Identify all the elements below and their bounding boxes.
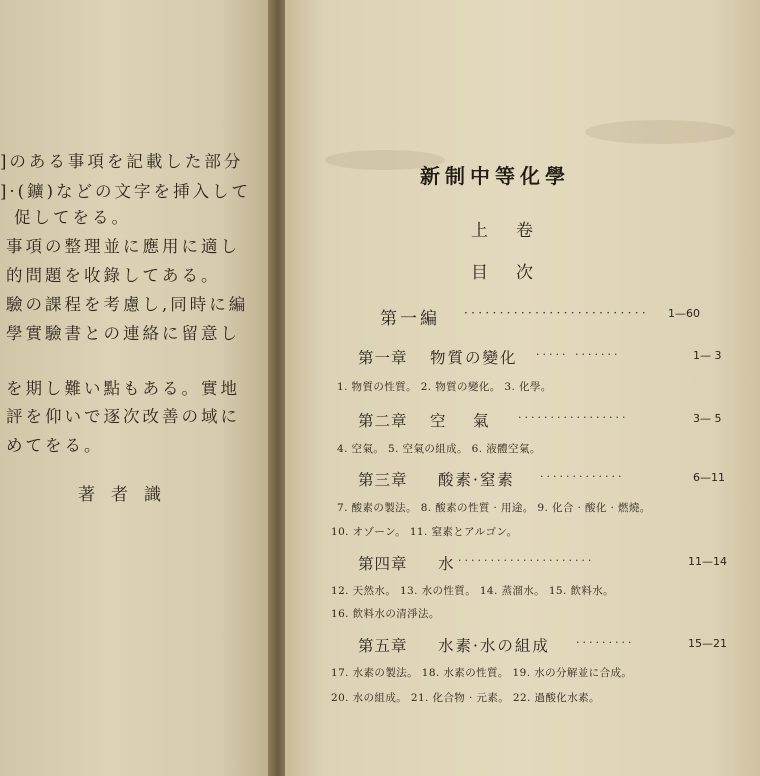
toc-chapter-entry bbox=[358, 409, 748, 431]
page-range: 3— 5 bbox=[693, 412, 722, 425]
part-label: 第一編 bbox=[380, 309, 440, 329]
page-range: 11—14 bbox=[688, 555, 727, 568]
chapter-title: 水 bbox=[438, 555, 456, 573]
page-range: 15—21 bbox=[688, 637, 727, 650]
toc-section-line: 16. 飲料水の清淨法。 bbox=[331, 608, 440, 620]
leader-dots: ········· bbox=[576, 636, 635, 649]
toc-section-line: 10. オゾーン。 11. 窒素とアルゴン。 bbox=[331, 526, 518, 538]
chapter-title: 酸素·窒素 bbox=[438, 471, 515, 489]
toc-chapter-entry bbox=[358, 634, 748, 656]
toc-section-line: 17. 水素の製法。 18. 水素の性質。 19. 水の分解並に合成。 bbox=[331, 667, 633, 679]
toc-chapter-entry bbox=[358, 346, 748, 368]
preface-line: ]·(鑛)などの文字を挿入して bbox=[0, 182, 252, 201]
preface-line: 評を仰いで逐次改善の域に bbox=[6, 407, 240, 426]
leader-dots: ············· bbox=[540, 470, 625, 483]
preface-line: 事項の整理並に應用に適し bbox=[6, 237, 240, 256]
toc-heading: 目次 bbox=[471, 263, 561, 283]
preface-line: 促してをる。 bbox=[14, 208, 131, 227]
toc-part-entry bbox=[380, 304, 740, 328]
page-range: 1—60 bbox=[668, 307, 700, 320]
chapter-label: 第三章 bbox=[358, 471, 408, 489]
toc-section-line: 20. 水の組成。 21. 化合物 · 元素。 22. 過酸化水素。 bbox=[331, 692, 600, 704]
leader-dots: ····· ······· bbox=[536, 348, 621, 361]
author-signature: 著者識 bbox=[78, 485, 177, 505]
leader-dots: ·························· bbox=[464, 306, 649, 320]
page-range: 6—11 bbox=[693, 471, 725, 484]
leader-dots: ················· bbox=[518, 411, 629, 424]
page-range: 1— 3 bbox=[693, 349, 722, 362]
preface-line: ]のある事項を記載した部分 bbox=[0, 152, 244, 171]
chapter-title: 物質の變化 bbox=[430, 349, 518, 367]
chapter-label: 第二章 bbox=[358, 412, 408, 430]
toc-section-line: 12. 天然水。 13. 水の性質。 14. 蒸溜水。 15. 飲料水。 bbox=[331, 585, 615, 597]
preface-line: 驗の課程を考慮し,同時に編 bbox=[6, 295, 249, 314]
toc-chapter-entry bbox=[358, 552, 748, 574]
chapter-title: 水素·水の組成 bbox=[438, 637, 550, 655]
volume-label: 上卷 bbox=[471, 221, 561, 241]
book-title: 新制中等化學 bbox=[420, 164, 570, 188]
toc-section-line: 4. 空氣。 5. 空氣の組成。 6. 液體空氣。 bbox=[337, 443, 541, 455]
preface-line: 的問題を收錄してある。 bbox=[6, 266, 221, 285]
toc-section-line: 1. 物質の性質。 2. 物質の變化。 3. 化學。 bbox=[337, 381, 552, 393]
bleed-through-stain bbox=[585, 120, 735, 144]
toc-section-line: 7. 酸素の製法。 8. 酸素の性質 · 用途。 9. 化合 · 酸化 · 燃燒。 bbox=[337, 502, 651, 514]
chapter-label: 第四章 bbox=[358, 555, 408, 573]
toc-chapter-entry bbox=[358, 468, 748, 490]
preface-line: を期し難い點もある。實地 bbox=[6, 379, 240, 398]
left-page bbox=[0, 0, 275, 776]
leader-dots: ····················· bbox=[458, 554, 595, 567]
preface-line: 學實驗書との連絡に留意し bbox=[6, 324, 240, 343]
preface-line: めてをる。 bbox=[6, 436, 104, 455]
right-page bbox=[285, 0, 760, 776]
chapter-title: 空 氣 bbox=[430, 412, 495, 430]
chapter-label: 第一章 bbox=[358, 349, 408, 367]
chapter-label: 第五章 bbox=[358, 637, 408, 655]
